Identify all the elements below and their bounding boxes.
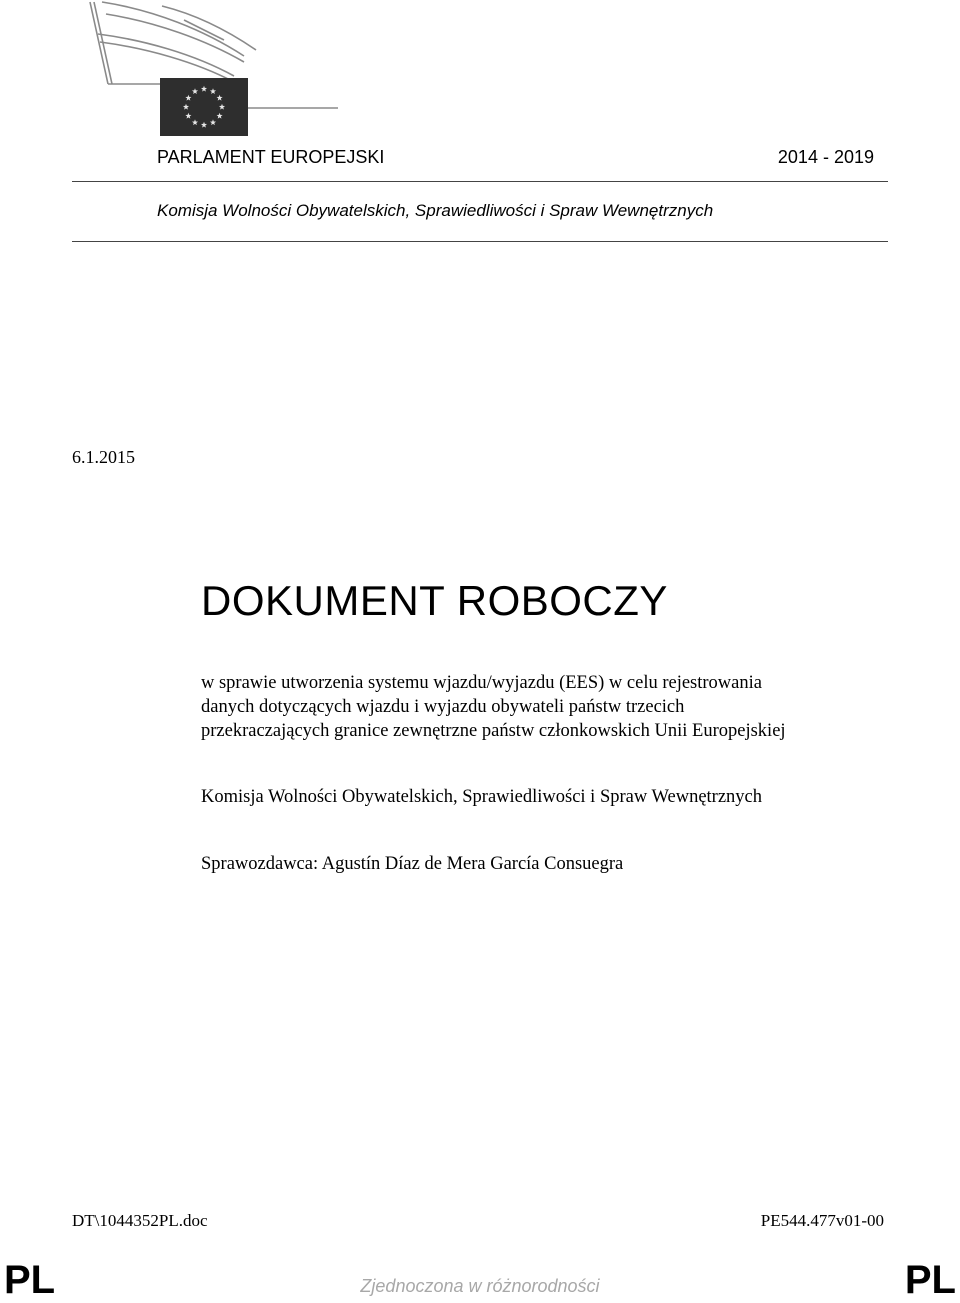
language-code-left: PL xyxy=(4,1258,56,1302)
european-parliament-logo-icon xyxy=(84,0,340,140)
document-date: 6.1.2015 xyxy=(72,447,135,467)
subject-line: przekraczających granice zewnętrzne państw członkowskich Unii Europejskiej xyxy=(201,721,786,741)
rapporteur: Sprawozdawca: Agustín Díaz de Mera García Consuegra xyxy=(201,854,624,874)
document-title: DOKUMENT ROBOCZY xyxy=(201,577,668,624)
institution-name: PARLAMENT EUROPEJSKI xyxy=(157,147,385,167)
header-rule-top xyxy=(72,181,888,182)
committee-name: Komisja Wolności Obywatelskich, Sprawiedliwości i Spraw Wewnętrznych xyxy=(201,787,762,807)
subject-line: w sprawie utworzenia systemu wjazdu/wyjazdu (EES) w celu rejestrowania xyxy=(201,673,762,693)
header-rule-bottom xyxy=(72,241,888,242)
parliamentary-term: 2014 - 2019 xyxy=(777,147,874,167)
pe-reference: PE544.477v01-00 xyxy=(760,1211,884,1230)
document-subject xyxy=(201,671,901,743)
committee-header: Komisja Wolności Obywatelskich, Sprawiedliwości i Spraw Wewnętrznych xyxy=(157,201,714,220)
language-code-right: PL xyxy=(904,1258,956,1302)
subject-line: danych dotyczących wjazdu i wyjazdu obywateli państw trzecich xyxy=(201,697,685,717)
eu-motto: Zjednoczona w różnorodności xyxy=(360,1276,600,1296)
document-reference: DT\1044352PL.doc xyxy=(72,1211,208,1230)
